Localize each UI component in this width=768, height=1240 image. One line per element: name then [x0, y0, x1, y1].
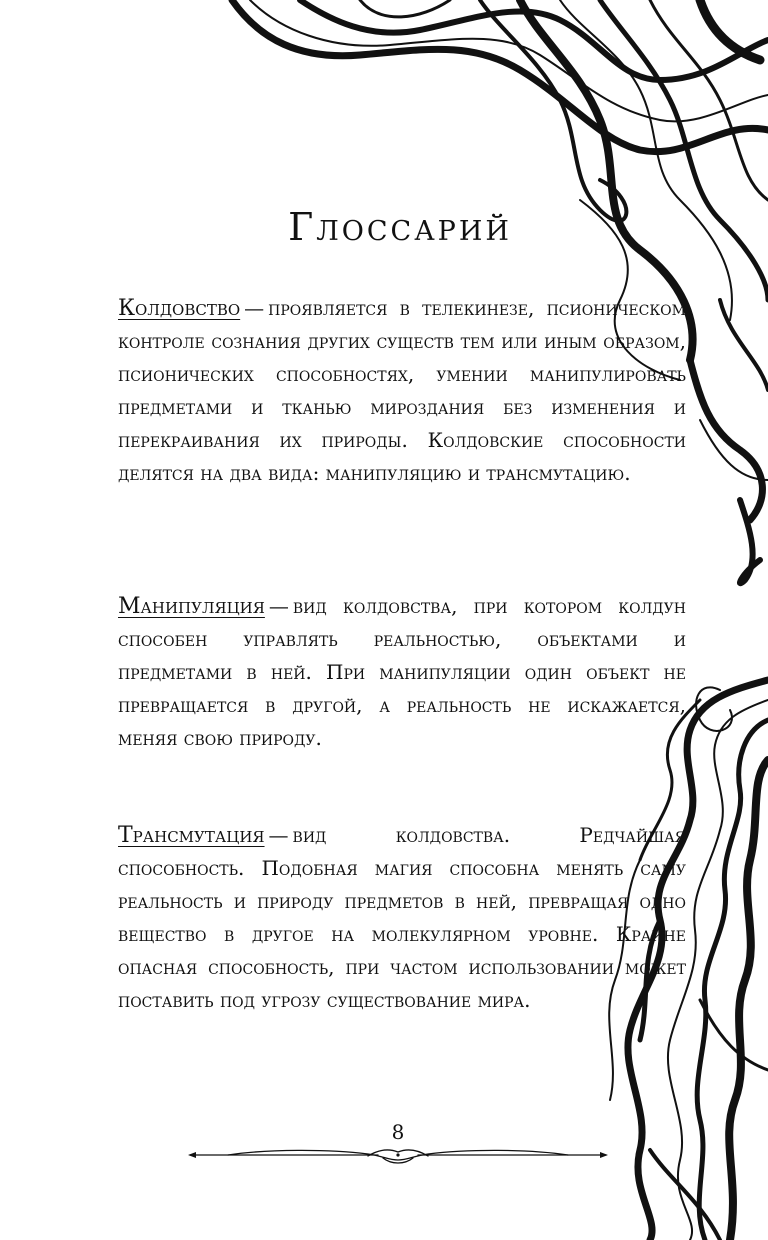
flourish-divider-ornament [188, 1146, 608, 1164]
page-title: Глоссарий [288, 205, 512, 249]
glossary-term: Колдовство [118, 296, 241, 321]
glossary-entry-witchcraft [118, 292, 686, 490]
glossary-entry-manipulation [118, 590, 686, 755]
glossary-definition: вид колдовства, при котором колдун способен управлять реальностью, объектами и предметами в ней. При манипуляции один объект не превращается в другой, а реальность не искажается, меняя свою природу. [118, 594, 686, 750]
em-dash: — [268, 823, 289, 847]
glossary-term: Трансмутация [118, 823, 265, 848]
glossary-definition: вид колдовства. Редчайшая способность. Подобная магия способна менять саму реальность и природу предметов в ней, превращая одно вещество в другое на молекулярном уровне. Крайне опасная способность, при частом использовании может поставить под угрозу существование мира. [118, 823, 686, 1012]
glossary-definition: проявляется в телекинезе, псионическом контроле сознания других существ тем или иным образом, псионических способностях, умении манипулировать предметами и тканью мироздания без изменения и перекраивания их природы. Колдовские способности делятся на два вида: манипуляцию и трансмутацию. [118, 296, 686, 485]
glossary-entry-transmutation [118, 819, 686, 1017]
em-dash: — [268, 594, 289, 618]
page-number: 8 [391, 1120, 405, 1144]
glossary-term: Манипуляция [118, 594, 265, 619]
em-dash: — [244, 296, 265, 320]
